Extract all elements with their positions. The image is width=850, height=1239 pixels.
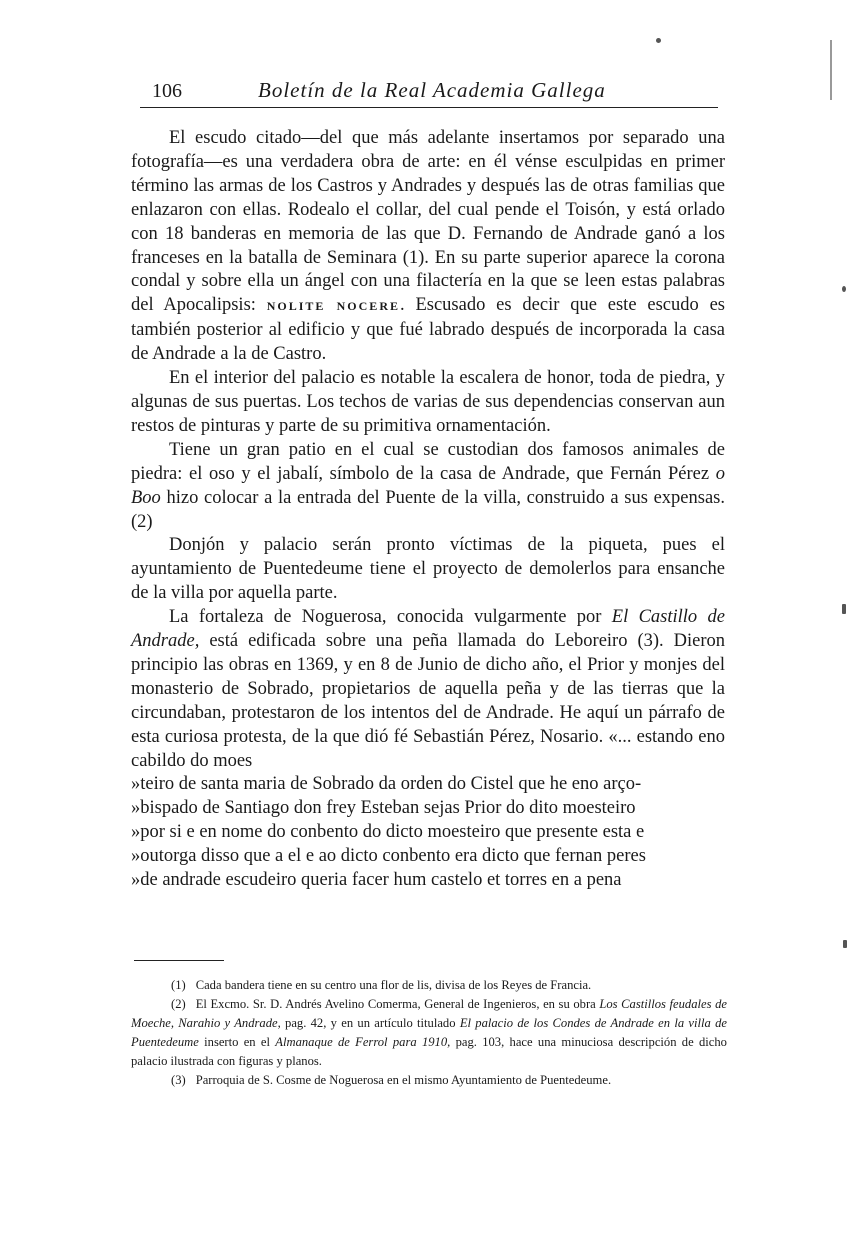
paragraph-text: La fortaleza de Noguerosa, conocida vulgarmente por xyxy=(169,607,612,628)
scan-speck xyxy=(656,38,661,43)
scan-speck xyxy=(842,286,846,292)
paragraph xyxy=(131,439,725,535)
paragraph xyxy=(131,127,725,367)
footnotes xyxy=(131,976,727,1090)
body-text xyxy=(131,127,725,893)
quote-line: »por si e en nome do conbento do dicto moesteiro que presente esta e xyxy=(131,822,645,843)
paragraph-text: Donjón y palacio serán pronto víctimas de la piqueta, pues el ayuntamiento de Puentedeume tiene el proyecto de demolerlos para ensanche de la villa por aquella parte. xyxy=(131,535,725,604)
footnote-italic: El palacio de los Condes de Andrade en la villa de Puentedeume xyxy=(131,1016,727,1049)
paragraph-text: En el interior del palacio es notable la escalera de honor, toda de piedra, y algunas de sus puertas. Los techos de varias de sus dependencias conservan aun restos de pinturas y parte de su primitiva ornamentación. xyxy=(131,368,725,436)
page-number: 106 xyxy=(152,80,182,102)
footnote-text: pag. 42, y en un artículo titulado xyxy=(280,1016,460,1030)
footnote-text: pag. 103, hace una minuciosa descripción de dicho palacio ilustrada con figuras y planos. xyxy=(131,1035,727,1068)
scan-speck xyxy=(843,940,847,948)
paragraph-text: El escudo citado—del que más adelante insertamos por separado una fotografía—es una verdadera obra de arte: en él vénse esculpidas en primer término las armas de los Castros y Andrades y después las de otras familias que enlazaron con ellas. Rodealo el collar, del cual pende el Toisón, y está orlado con 18 banderas en memoria de las que D. Fernando de Andrade ganó a los franceses en la batalla de Seminara (1). En su parte superior aparece la corona condal y sobre ella un ángel con una filactería en la que se leen estas palabras del Apocalipsis: xyxy=(131,128,725,316)
scan-speck xyxy=(830,40,832,100)
footnote-number: (3) xyxy=(171,1073,186,1087)
footnote-rule xyxy=(134,960,224,961)
quote-line: »outorga disso que a el e ao dicto conbento era dicto que fernan peres xyxy=(131,846,646,867)
footnote-italic: Los Castillos feudales de Moeche, Narahio y Andrade, xyxy=(131,997,727,1030)
paragraph-text: Tiene un gran patio en el cual se custodian dos famosos animales de piedra: el oso y el jabalí, símbolo de la casa de Andrade, que Fernán Pérez xyxy=(131,439,725,484)
paragraph xyxy=(131,606,725,773)
scan-speck xyxy=(842,604,846,614)
running-title: Boletín de la Real Academia Gallega xyxy=(258,78,606,102)
footnote xyxy=(131,995,727,1071)
footnote-text: inserto en el xyxy=(198,1035,276,1049)
footnote-text: Parroquia de S. Cosme de Noguerosa en el mismo Ayuntamiento de Puentedeume. xyxy=(195,1073,612,1087)
italic-text: o Boo xyxy=(131,463,725,508)
paragraph-text: está edificada sobre una peña llamada do Leboreiro (3). Dieron principio las obras en 1369, y en 8 de Junio de dicho año, el Prior y monjes del monasterio de Sobrado, propietarios de aquella peña y de las tierras que la circundaban, protestaron de los intentos del de Andrade. He aquí un párrafo de esta curiosa protesta, de la que dió fé Sebastián Pérez, Nosario. «... estando eno cabildo do moes xyxy=(131,631,725,771)
footnote-number: (2) xyxy=(171,997,186,1011)
footnote-text: Cada bandera tiene en su centro una flor de lis, divisa de los Reyes de Francia. xyxy=(195,978,592,992)
footnote-text: El Excmo. Sr. D. Andrés Avelino Comerma, General de Ingenieros, en su obra xyxy=(195,997,600,1011)
footnote xyxy=(131,1071,727,1090)
quote-line: »de andrade escudeiro queria facer hum castelo et torres en a pena xyxy=(131,870,622,891)
quote-line: »teiro de santa maria de Sobrado da orden do Cistel que he eno arço- xyxy=(131,774,642,795)
quote-line: »bispado de Santiago don frey Esteban sejas Prior do dito moesteiro xyxy=(131,798,636,819)
paragraph xyxy=(131,534,725,606)
footnote xyxy=(131,976,727,995)
footnote-number: (1) xyxy=(171,978,186,992)
paragraph-text: hizo colocar a la entrada del Puente de la villa, construido a sus expensas. (2) xyxy=(131,487,725,532)
motto-text: NOLITE NOCERE xyxy=(266,299,400,314)
paragraph xyxy=(131,367,725,439)
header-rule xyxy=(140,107,718,108)
footnote-italic: Almanaque de Ferrol para 1910, xyxy=(275,1035,451,1049)
paragraph-text: . Escusado es decir que este escudo es también posterior al edificio y que fué labrado después de incorporada la casa de Andrade a la de Castro. xyxy=(131,295,725,365)
italic-text: El Castillo de Andrade, xyxy=(131,607,725,652)
page-header xyxy=(140,76,718,106)
